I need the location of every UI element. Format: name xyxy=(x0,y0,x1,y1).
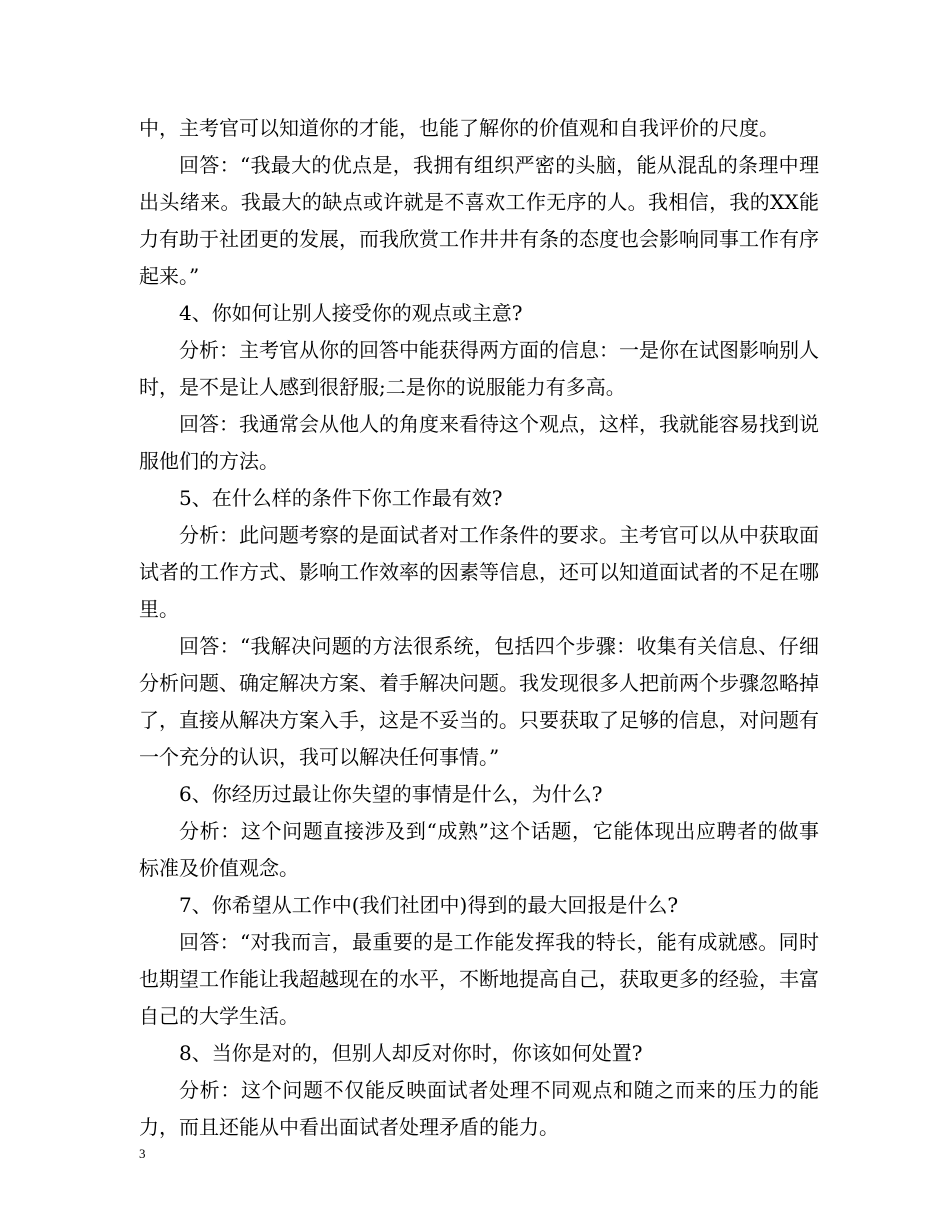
paragraph-2: 回答：“我最大的优点是，我拥有组织严密的头脑，能从混乱的条理中理出头绪来。我最大的缺点或许就是不喜欢工作无序的人。我相信，我的XX能力有助于社团更的发展，而我欣赏工作井井有条的态度也会影响同事工作有序起来。” xyxy=(139,153,819,288)
paragraph-1: 中，主考官可以知道你的才能，也能了解你的价值观和自我评价的尺度。 xyxy=(139,116,779,140)
page-number: 3 xyxy=(139,1146,146,1161)
paragraph-12: 回答：“对我而言，最重要的是工作能发挥我的特长，能有成就感。同时也期望工作能让我超越现在的水平，不断地提高自己，获取更多的经验，丰富自己的大学生活。 xyxy=(139,930,819,1028)
paragraph-5: 回答：我通常会从他人的角度来看待这个观点，这样，我就能容易找到说服他们的方法。 xyxy=(139,412,819,473)
paragraph-8: 回答：“我解决问题的方法很系统，包括四个步骤：收集有关信息、仔细分析问题、确定解决方案、着手解决问题。我发现很多人把前两个步骤忽略掉了，直接从解决方案入手，这是不妥当的。只要获取了足够的信息，对问题有一个充分的认识，我可以解决任何事情。” xyxy=(139,634,819,769)
paragraph-14: 分析：这个问题不仅能反映面试者处理不同观点和随之而来的压力的能力，而且还能从中看出面试者处理矛盾的能力。 xyxy=(139,1078,819,1139)
document-body xyxy=(139,110,819,1146)
question-6: 6、你经历过最让你失望的事情是什么，为什么? xyxy=(179,782,603,806)
paragraph-10: 分析：这个问题直接涉及到“成熟”这个话题，它能体现出应聘者的做事标准及价值观念。 xyxy=(139,819,819,880)
question-5: 5、在什么样的条件下你工作最有效? xyxy=(179,486,503,510)
question-4: 4、你如何让别人接受你的观点或主意? xyxy=(179,301,523,325)
paragraph-4: 分析：主考官从你的回答中能获得两方面的信息：一是你在试图影响别人时，是不是让人感到很舒服;二是你的说服能力有多高。 xyxy=(139,338,819,399)
question-8: 8、当你是对的，但别人却反对你时，你该如何处置? xyxy=(179,1041,643,1065)
question-7: 7、你希望从工作中(我们社团中)得到的最大回报是什么? xyxy=(179,893,679,917)
paragraph-7: 分析：此问题考察的是面试者对工作条件的要求。主考官可以从中获取面试者的工作方式、影响工作效率的因素等信息，还可以知道面试者的不足在哪里。 xyxy=(139,523,819,621)
